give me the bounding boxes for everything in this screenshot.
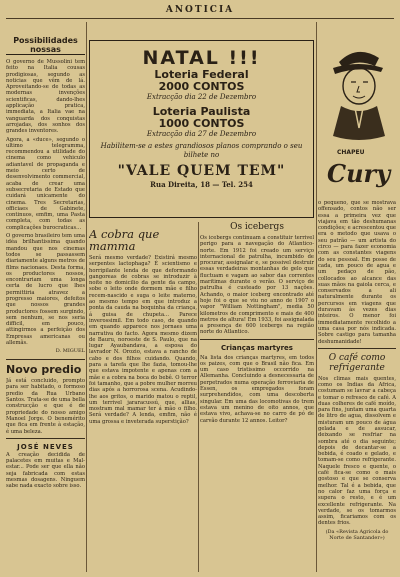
ad-brand-name: Cury — [327, 159, 391, 188]
column-divider — [198, 222, 199, 572]
divider — [200, 339, 314, 340]
ad-line: Extracção dia 22 de Dezembro — [146, 93, 257, 101]
article-heading: Novo predio — [6, 363, 82, 377]
article-paragraph: Será mesmo verdade? Existirá mesmo serpentes lactophaga? É scientismo e horripilante lenda de que deformando gangoreas de cobras se introduzir à noite no domicilio da gente da campo, sobe o leito onde dormem mãe e filho recem-nascido e suga o leite materno, ao mesmo tempo em que introduz a ponta da cauda na boquinha da criança, á guisa de chupeta... Parece inverossimil. Em todo caso, de quando em quando apparece nos jornaes uma narrativa do facto. Agora mesmo dizem de Bauru, noroeste de S. Paulo, que na lugar Ayaubandava, a esposa do lavrador N. Orozio, estava a rancho de cabo e dos filhos cuidando. Quando, para a tarefa que lhe fazia, tomou-lhe que estava impotente e apenas com a mãe e a cobra na boca do bebê. O terror foi tamanho, que a pobre mulher morreu dias após a horrorosa scena. Acudindo-lhe aos gritos, o marido matou o reptil, um terrivel jararacussú, que, allias, mostram mal mamar ter á mão o filho. Será verdade? A lenda, emfim, não é uma grossa e inveterada superstição? — [89, 255, 197, 425]
article-heading: Os icebergs — [230, 222, 284, 232]
article-paragraph: O governo brasileiro tem uma idéa brilhantissima quando mandou que nos cinemas todos se passassem diariamente alguns metros de films nacionaes. Desta forma, os productores nossos, encontrariam uma longa certa de lucro que lhes permittiria atravez a progresso maiores, defeitos que nossos grandes productores fossem surgindo, sem nenhum, se nos seria difficil, em pouco, attingirmos a perfeição dos Empresas americanas ou allemãs. — [6, 233, 85, 347]
column-2 — [89, 222, 197, 572]
ad-headline: NATAL !!! — [142, 47, 261, 69]
divider — [6, 438, 85, 439]
article-paragraph: Os icebergs continuam a constituir terrivel perigo para a navegação do Atlantico-norte. Em 1912 foi creado um serviço internacional de patrulha, incumbido de procurar, assignalar e, se possivel destruir essas verdadeiras montanhas de gelo que fluctuam e vagam ao sabor das correntes maritimas durante o verão. O serviço de patrulha é custeado por 13 nações. Achando, o maior iceberg encontrado até hoje foi o que se viu no anno de 1907 o vapor "William Nottingham", media 50 kilometros de comprimento e mais de 400 metros de altura! Em 1933, foi assignalada a presença de 600 icebergs na região norte do Atlantico. — [200, 235, 314, 336]
article-heading: Possibilidades nossas — [6, 36, 85, 55]
article-paragraph: Agora, a «duce», segundo o ultimo telegramma, recommendou a utilidade do cinema como vehiculo adiantavel de propaganda e meio certo de desenvolvimento commercial, acaba de crear uma subsecretaria de Estado que cuidará unicamente do cinema. Tres Secretarias, officiaes de Gabinete, continuos, emfim, uma Pasta completa, com todas as complicações burocraticas... — [6, 136, 85, 231]
column-3 — [200, 222, 314, 572]
article-heading: A cobra que mamma — [89, 227, 160, 253]
ad-line: 2000 CONTOS — [158, 80, 245, 93]
column-divider — [316, 22, 317, 572]
ad-line: Loteria Federal — [154, 68, 249, 81]
article-paragraph: o pequeno, que se mostrava offensado, contos não ser essa a primeira vez que viajava em tão deshumanas condições; e acrescentou que era o metodo que usava o seu patrão — um artista do circo — para fazer economia com as constantes viagens do seu pessoal. Em posse de cada, um pouco de agua e um pedaço de pão, collocados ao alcance das suas mãos na gaiola cerca, e conservados a ali naturalmente durante os percursos em viagens que duravam às vezes dias inteiros. O menor foi immediatamente recolhido a uma casa por nós indicada. Sobre castigo para tamanha deshumanidade! — [318, 200, 396, 345]
article-paragraph: Nos climas mais quentes, como os Indias da Africa, costumam se lavrar a cabeça e tomar o refresco de café. A duas colheres de café moído, para fins, juntam uma quarta de litro de agua, dissolvem e misturam um pouco de água gelada e de assucar, deixando se resfriar na sombra até o dia seguinte; depois de decantar-se a bebida, é coado e gelado, e tomam-se como refrigerante. Naquele fresco e quente, o café fica-se como o mais gostoso e que se conserva melhor. Tal é a bebida, que no calor faz uma força e supera o resto, e é um excellente refrigerante. Na verdade, se os tomarmos assim, ficariamos com os dentes frios. — [318, 375, 396, 527]
divider — [318, 348, 396, 349]
ad-line: Extracção dia 27 de Dezembro — [146, 130, 257, 138]
ad-line: Habilitem-se a estes grandiosos planos comprando o seu bilhete no — [100, 142, 303, 159]
lottery-advertisement — [89, 40, 314, 218]
article-paragraph: Na lista dos crianças martyres, em todos os paizes, com que o Brasil não fica. Em um caso tristissimo occorrido na Allemanha. Concluindo a desnecessaria de perpetrados numa operação ferroviaria de Essen, os empregados foram surprehendidos, com uma descoberta singular. Em uma das locomotivas do trem estava um menino de oito annos, que estava vivo, achava-se no carro de pó de carvão durante 12 annos. Leitor? — [200, 354, 314, 424]
ad-line: 1000 CONTOS — [158, 117, 245, 130]
column-1 — [6, 22, 85, 572]
article-source: (Da «Revista Agricola do Norte de Santander») — [325, 528, 389, 541]
article-heading: O café como refrigerante — [328, 352, 386, 373]
ad-chapeu-label: CHAPEU — [337, 149, 365, 156]
masthead-rule — [6, 18, 394, 19]
masthead: ANOTICIA — [165, 5, 235, 15]
article-heading: JOSÉ NEVES — [17, 442, 74, 451]
article-paragraph: O governo de Mussolini tem feito na Italia cousas prodigiosas, segundo as noticias que vêm de lá. Aproveitando-se de todas as modernas invenções scientificas, dando-lhes applicação pratica, immediata, a Italia vae na vanguarda dos conquistas arrojadas, dos sonhos dos grandes inventores. — [6, 59, 85, 135]
column-4 — [318, 200, 396, 572]
article-paragraph: A creação decidida de palacetes em muitas e Mal-estar... Pode ser que ella não seja fabricada com estas mesmas dosagens. Ninguem sabe nada exacto sobre isso. — [6, 451, 85, 490]
article-heading: Crianças martyres — [221, 343, 293, 352]
article-paragraph: Já está concluido, prompto para ser habitado, o formoso predio da Rua Urbano Santos. Trata-se de uma bella construcção e que é de propriedade do nosso amigo Manoel Jorge. O benemérito que fica em frente à estação, é uma beleza. — [6, 378, 85, 435]
divider — [6, 359, 85, 360]
article-signature: D. MIGUEL — [55, 348, 85, 355]
ad-address: Rua Direita, 18 — Tel. 254 — [150, 180, 253, 189]
ad-shop-name: "VALE QUEM TEM" — [117, 163, 286, 179]
column-divider — [86, 22, 87, 572]
caricature-illustration — [319, 24, 396, 192]
ad-line: Loteria Paulista — [152, 105, 251, 118]
